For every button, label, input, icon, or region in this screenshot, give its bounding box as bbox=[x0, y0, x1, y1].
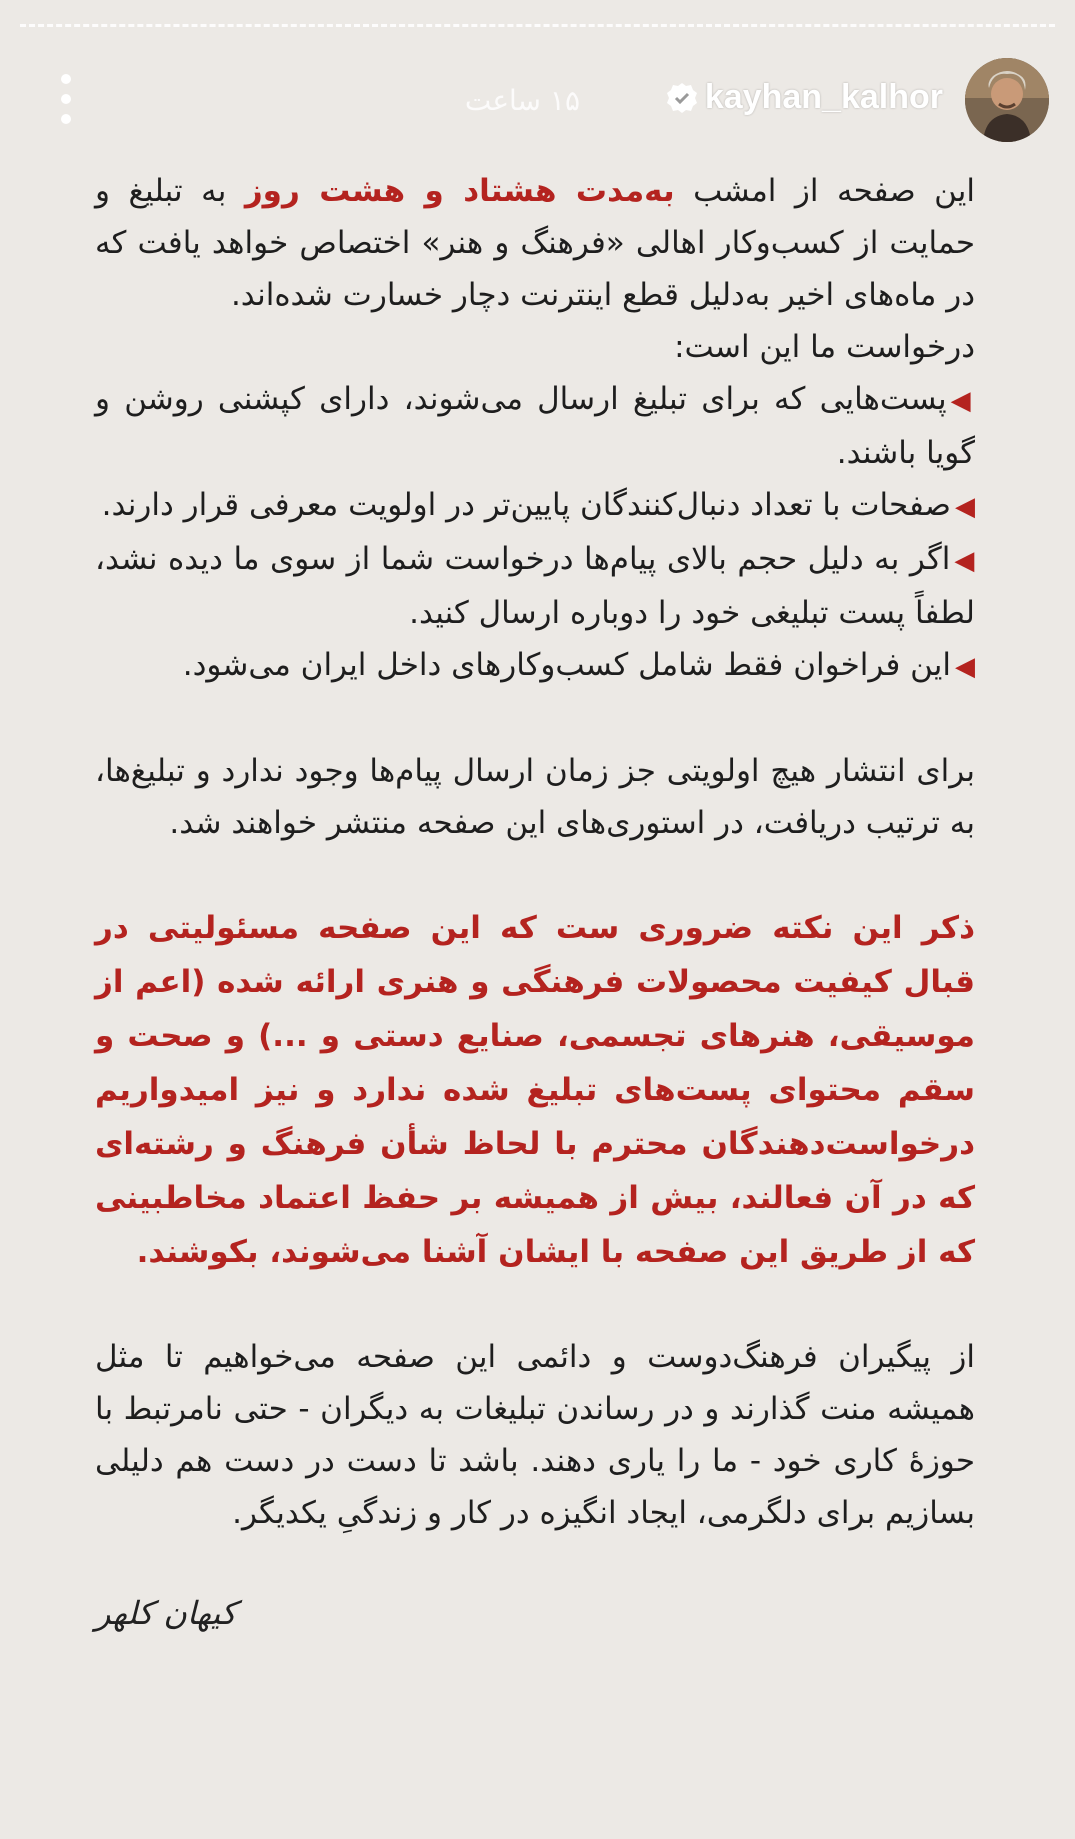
username[interactable] bbox=[665, 78, 943, 117]
avatar[interactable] bbox=[965, 58, 1049, 142]
story-progress-bar bbox=[20, 24, 1055, 30]
priority-paragraph: برای انتشار هیچ اولویتی جز زمان ارسال پیام‌ها وجود ندارد و تبلیغ‌ها، به ترتیب دریافت، در استوری‌های این صفحه منتشر خواهند شد. bbox=[95, 753, 975, 841]
closing-paragraph: از پیگیران فرهنگ‌دوست و دائمی این صفحه می‌خواهیم تا مثل همیشه منت گذارند و در رساندن تبلیغات به دیگران - حتی نامرتبط با حوزهٔ کاری خود - ما را یاری دهند. باشد تا دست در دست هم دلیلی بسازیم برای دلگرمی، ایجاد انگیزه در کار و زندگیِ یکدیگر. bbox=[95, 1339, 975, 1531]
request-intro: درخواست ما این است: bbox=[674, 329, 975, 365]
triangle-bullet-icon: ◀ bbox=[950, 386, 976, 416]
list-item bbox=[95, 639, 975, 693]
timestamp: ۱۵ ساعت bbox=[464, 84, 580, 117]
triangle-bullet-icon: ◀ bbox=[954, 546, 975, 576]
list-item bbox=[95, 533, 975, 639]
spacer bbox=[95, 1539, 975, 1569]
bullet-list bbox=[95, 373, 975, 693]
triangle-bullet-icon: ◀ bbox=[955, 492, 975, 522]
duration-highlight: به‌مدت هشتاد و هشت روز bbox=[244, 173, 675, 209]
more-options-icon[interactable] bbox=[58, 74, 74, 124]
intro-text-end: به تبلیغ و حمایت از کسب‌وکار اهالی «فرهنگ و هنر» اختصاص خواهد یافت که در ماه‌های اخیر به‌دلیل قطع اینترنت دچار خسارت شده‌اند. bbox=[95, 173, 975, 313]
bullet-text: اگر به دلیل حجم بالای پیام‌ها درخواست شما از سوی ما دیده نشد، لطفاً پست تبلیغی خود را دوباره ارسال کنید. bbox=[95, 541, 975, 631]
username-text: kayhan_kalhor bbox=[704, 78, 943, 116]
triangle-bullet-icon: ◀ bbox=[955, 652, 975, 682]
story-header bbox=[0, 52, 1075, 172]
intro-paragraph bbox=[95, 165, 975, 321]
story-text-content bbox=[95, 165, 975, 1639]
bullet-text: این فراخوان فقط شامل کسب‌وکارهای داخل ایران می‌شود. bbox=[182, 647, 951, 683]
list-item bbox=[95, 373, 975, 479]
spacer bbox=[95, 693, 975, 745]
avatar-image-icon bbox=[965, 58, 1049, 142]
intro-text-start: این صفحه از امشب bbox=[674, 173, 975, 209]
bullet-text: پست‌هایی که برای تبلیغ ارسال می‌شوند، دارای کپشنی روشن و گویا باشند. bbox=[95, 381, 975, 471]
verified-badge-icon bbox=[665, 81, 699, 115]
signature: کیهان کلهر bbox=[95, 1594, 237, 1632]
spacer bbox=[95, 1279, 975, 1331]
disclaimer-paragraph: ذکر این نکته ضروری ست که این صفحه مسئولیتی در قبال کیفیت محصولات فرهنگی و هنری ارائه شده (اعم از موسیقی، هنرهای تجسمی، صنایع دستی و ...) و صحت و سقم محتوای پست‌های تبلیغ شده ندارد و نیز امیدواریم درخواست‌دهندگان محترم با لحاظ شأن فرهنگ و رشته‌ای که در آن فعالند، بیش از همیشه بر حفظ اعتماد مخاطبینی که از طریق این صفحه با ایشان آشنا می‌شوند، بکوشند. bbox=[95, 910, 975, 1270]
bullet-text: صفحات با تعداد دنبال‌کنندگان پایین‌تر در اولویت معرفی قرار دارند. bbox=[101, 487, 951, 523]
spacer bbox=[95, 849, 975, 901]
list-item bbox=[95, 479, 975, 533]
